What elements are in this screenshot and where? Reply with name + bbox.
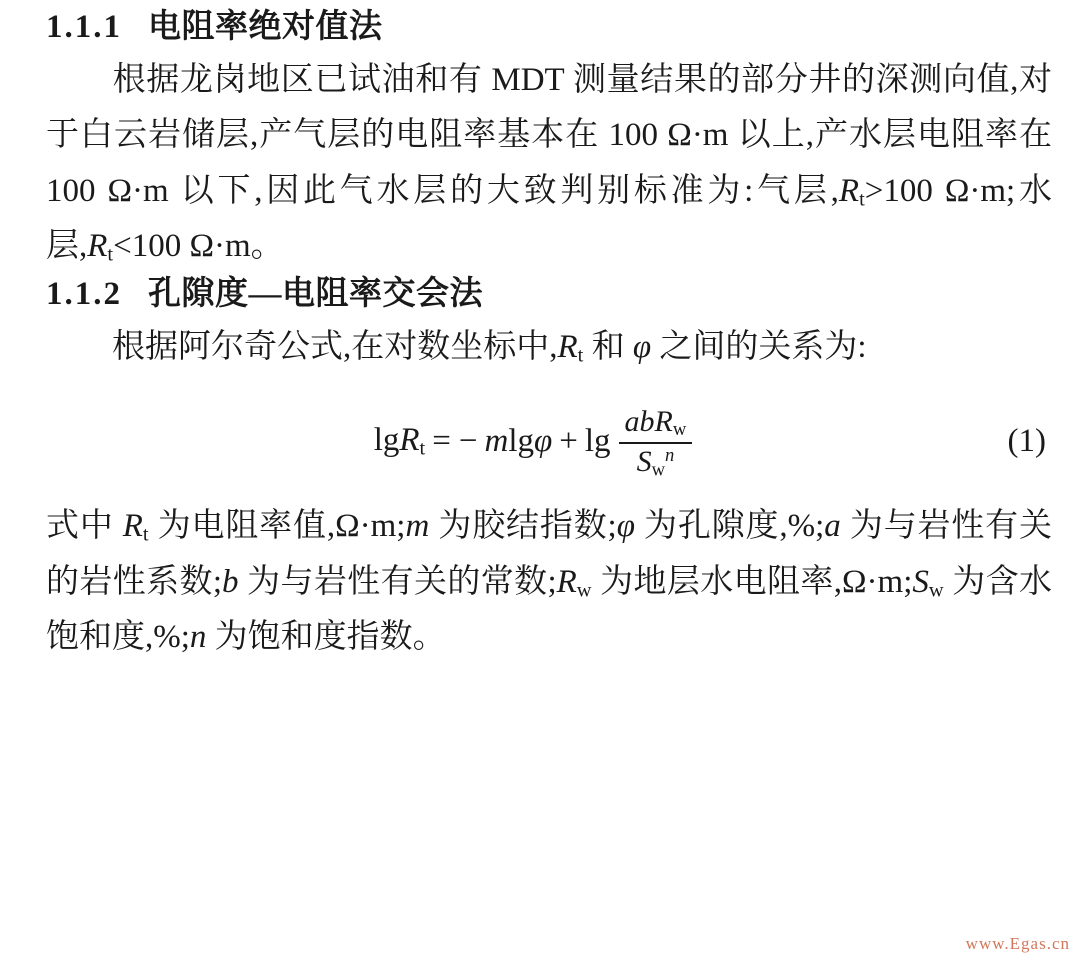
- legend-text-f: 为与岩性有关的常数;: [238, 563, 557, 600]
- legend-text-a: 式中: [46, 508, 123, 545]
- symbol-m: m: [405, 508, 430, 545]
- formula-plus: +: [559, 422, 578, 459]
- watermark: www.Egas.cn: [965, 934, 1070, 953]
- symbol-sw: $S_w$: [912, 563, 944, 601]
- legend-text-c: 为胶结指数;: [429, 508, 617, 545]
- paragraph-1-text-b: >100 Ω·m;水层,: [46, 172, 1052, 265]
- legend-text-e: 为与岩性有关的岩性系数;: [46, 508, 1053, 600]
- heading-1-1-2: [46, 275, 1052, 314]
- formula-block: [46, 393, 1052, 489]
- paragraph-1: [46, 53, 1052, 275]
- formula-lg3: lg: [584, 422, 611, 459]
- legend-text-b: 为电阻率值,Ω·m;: [148, 508, 406, 545]
- formula-number: (1): [1007, 422, 1046, 459]
- symbol-a: a: [824, 508, 841, 545]
- heading-title: 电阻率绝对值法: [148, 9, 383, 45]
- symbol-b: b: [222, 563, 239, 600]
- symbol-rt-3: $R_t$: [557, 328, 584, 367]
- paragraph-2-text-a: 根据阿尔奇公式,在对数坐标中,: [112, 328, 558, 365]
- paragraph-1-text-c: <100 Ω·m。: [113, 228, 284, 265]
- formula-fraction: [619, 405, 693, 481]
- symbol-phi-2: φ: [616, 508, 635, 545]
- symbol-rt-4: $R_t$: [122, 508, 149, 546]
- symbol-rt-1: $R_t$: [838, 172, 865, 211]
- legend-text-h: 为含水饱和度,%;: [46, 563, 1052, 655]
- legend-text-g: 为地层水电阻率,Ω·m;: [591, 563, 913, 600]
- formula-mlgphi: mlgφ: [484, 422, 553, 459]
- formula-equals: =: [432, 422, 451, 459]
- formula-minus: −: [458, 422, 478, 459]
- symbol-n: n: [189, 618, 207, 655]
- heading-1-1-1: [46, 8, 1052, 47]
- symbol-rw: $R_w$: [556, 563, 592, 601]
- paragraph-2-text-c: 之间的关系为:: [651, 328, 867, 365]
- heading-title-2: 孔隙度—电阻率交会法: [148, 275, 483, 312]
- paragraph-1-text-a: 根据龙岗地区已试油和有 MDT 测量结果的部分井的深测向值,对于白云岩储层,产气层的电阻率基本在 100 Ω·m 以上,产水层电阻率在 100 Ω·m 以下,因此气水层的大致判别标准为:气层,: [46, 61, 1052, 209]
- heading-number: 1.1.1: [46, 9, 122, 45]
- formula-numerator: abR$_w$: [624, 404, 687, 440]
- heading-number-2: 1.1.2: [46, 275, 122, 312]
- paragraph-legend: [46, 499, 1052, 665]
- symbol-phi-1: φ: [632, 328, 652, 365]
- paragraph-2-text-b: 和: [583, 328, 633, 365]
- legend-text-d: 为孔隙度,%;: [634, 508, 825, 545]
- paragraph-2: [46, 320, 1052, 375]
- formula-denominator: $S_w^n$: [636, 444, 675, 481]
- formula-expression: [374, 403, 695, 479]
- formula-lhs: lgR$_t$: [373, 421, 426, 460]
- symbol-rt-2: $R_t$: [87, 228, 114, 266]
- legend-text-i: 为饱和度指数。: [206, 618, 446, 655]
